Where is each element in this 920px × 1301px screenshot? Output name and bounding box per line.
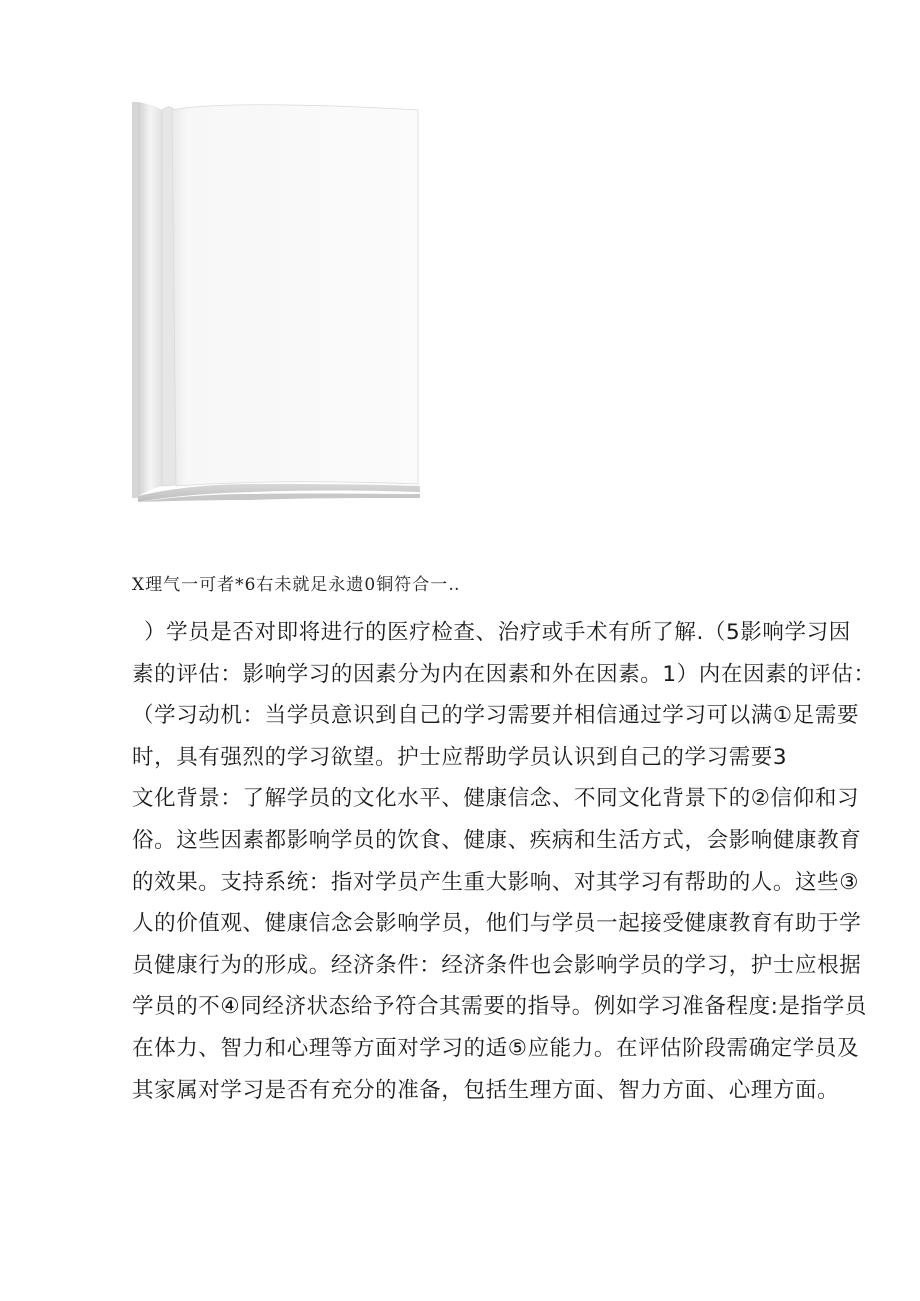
body-line: （学习动机：当学员意识到自己的学习需要并相信通过学习可以满①足需要 — [132, 703, 860, 729]
body-line: 在体力、智力和心理等方面对学习的适⑤应能力。在评估阶段需确定学员及 — [132, 1035, 860, 1061]
body-line: ）学员是否对即将进行的医疗检查、治疗或手术有所了解.（5影响学习因 — [144, 620, 851, 645]
body-line: 的效果。支持系统：指对学员产生重大影响、对其学习有帮助的人。这些③ — [132, 869, 860, 895]
body-line: 员健康行为的形成。经济条件：经济条件也会影响学员的学习，护士应根据 — [132, 952, 862, 978]
body-line: 文化背景：了解学员的文化水平、健康信念、不同文化背景下的②信仰和习 — [132, 786, 860, 812]
body-line: 时，具有强烈的学习欲望。护士应帮助学员认识到自己的学习需要3 — [132, 744, 788, 770]
body-line: 素的评估：影响学习的因素分为内在因素和外在因素。1）内在因素的评估： — [132, 661, 876, 687]
body-paragraph — [132, 612, 876, 1111]
blank-open-book-icon — [132, 100, 422, 502]
body-line: 人的价值观、健康信念会影响学员，他们与学员一起接受健康教育有助于学 — [132, 911, 862, 937]
book-illustration — [132, 100, 422, 502]
body-line: 其家属对学习是否有充分的准备，包括生理方面、智力方面、心理方面。 — [132, 1077, 840, 1103]
body-line: 俗。这些因素都影响学员的饮食、健康、疾病和生活方式，会影响健康教育 — [132, 827, 862, 853]
body-line: 学员的不④同经济状态给予符合其需要的指导。例如学习准备程度:是指学员 — [132, 994, 867, 1020]
garbled-caption-line: X理气一可者*6右未就足永遗0铜符合一‥ — [132, 575, 461, 595]
